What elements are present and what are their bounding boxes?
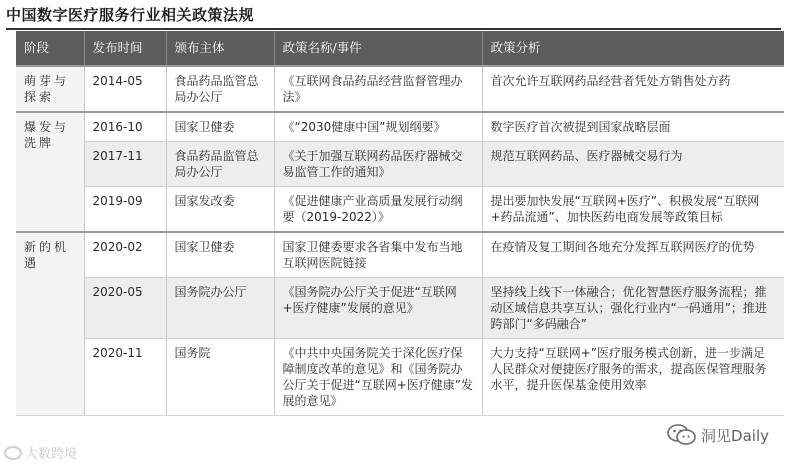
title-divider — [6, 28, 781, 30]
column-header-analysis: 政策分析 — [482, 31, 784, 66]
issuer-cell: 国家发改委 — [166, 187, 274, 233]
policy-cell: 《促进健康产业高质量发展行动纲要（2019-2022）》 — [274, 187, 482, 233]
table-row — [16, 112, 784, 142]
column-header-stage: 阶段 — [16, 31, 84, 66]
date-cell: 2020-02 — [84, 232, 166, 278]
wechat-icon — [667, 424, 697, 446]
table-row — [16, 339, 784, 416]
analysis-cell: 首次允许互联网药品经营者凭处方销售处方药 — [482, 66, 784, 112]
watermark-left-text: 大数跨境 — [25, 447, 78, 462]
table-row — [16, 142, 784, 187]
date-cell: 2016-10 — [84, 112, 166, 142]
policy-table — [16, 31, 784, 416]
analysis-cell: 提出要加快发展“互联网+医疗”、积极发展“互联网+药品流通”、加快医药电商发展等政策目标 — [482, 187, 784, 233]
watermark-right — [667, 424, 769, 446]
policy-cell: 《互联网食品药品经营监督管理办法》 — [274, 66, 482, 112]
analysis-cell: 规范互联网药品、医疗器械交易行为 — [482, 142, 784, 187]
table-row — [16, 187, 784, 233]
issuer-cell: 国家卫健委 — [166, 112, 274, 142]
watermark-right-text: 洞见Daily — [701, 426, 769, 445]
page-title: 中国数字医疗服务行业相关政策法规 — [6, 6, 255, 24]
analysis-cell: 大力支持“互联网+”医疗服务模式创新，进一步满足人民群众对便捷医疗服务的需求，提高医保管理服务水平，提升医保基金使用效率 — [482, 339, 784, 416]
date-cell: 2020-11 — [84, 339, 166, 416]
date-cell: 2019-09 — [84, 187, 166, 233]
policy-cell: 《中共中央国务院关于深化医疗保障制度改革的意见》和《国务院办公厅关于促进“互联网+医疗健康”发展的意见》 — [274, 339, 482, 416]
table-row — [16, 278, 784, 339]
issuer-cell: 国家卫健委 — [166, 232, 274, 278]
issuer-cell: 国务院 — [166, 339, 274, 416]
policy-cell: 《国务院办公厅关于促进“互联网+医疗健康”发展的意见》 — [274, 278, 482, 339]
issuer-cell: 国务院办公厅 — [166, 278, 274, 339]
issuer-cell: 食品药品监管总局办公厅 — [166, 142, 274, 187]
column-header-policy: 政策名称/事件 — [274, 31, 482, 66]
stage-cell: 萌芽与探索 — [16, 66, 84, 112]
column-header-date: 发布时间 — [84, 31, 166, 66]
table-row — [16, 66, 784, 112]
date-cell: 2014-05 — [84, 66, 166, 112]
date-cell: 2020-05 — [84, 278, 166, 339]
date-cell: 2017-11 — [84, 142, 166, 187]
table-header-row — [16, 31, 784, 66]
policy-cell: 国家卫健委要求各省集中发布当地互联网医院链接 — [274, 232, 482, 278]
table-row — [16, 232, 784, 278]
column-header-issuer: 颁布主体 — [166, 31, 274, 66]
policy-cell: 《“2030健康中国”规划纲要》 — [274, 112, 482, 142]
stage-cell: 爆发与洗牌 — [16, 112, 84, 232]
stage-cell: 新的机遇 — [16, 232, 84, 416]
issuer-cell: 食品药品监管总局办公厅 — [166, 66, 274, 112]
policy-cell: 《关于加强互联网药品医疗器械交易监管工作的通知》 — [274, 142, 482, 187]
analysis-cell: 坚持线上线下一体融合；优化智慧医疗服务流程；推动区域信息共享互认；强化行业内“一码通用”；推进跨部门“多码融合” — [482, 278, 784, 339]
analysis-cell: 数字医疗首次被提到国家战略层面 — [482, 112, 784, 142]
analysis-cell: 在疫情及复工期间各地充分发挥互联网医疗的优势 — [482, 232, 784, 278]
watermark-logo-icon — [4, 446, 22, 460]
watermark-left — [4, 443, 77, 462]
